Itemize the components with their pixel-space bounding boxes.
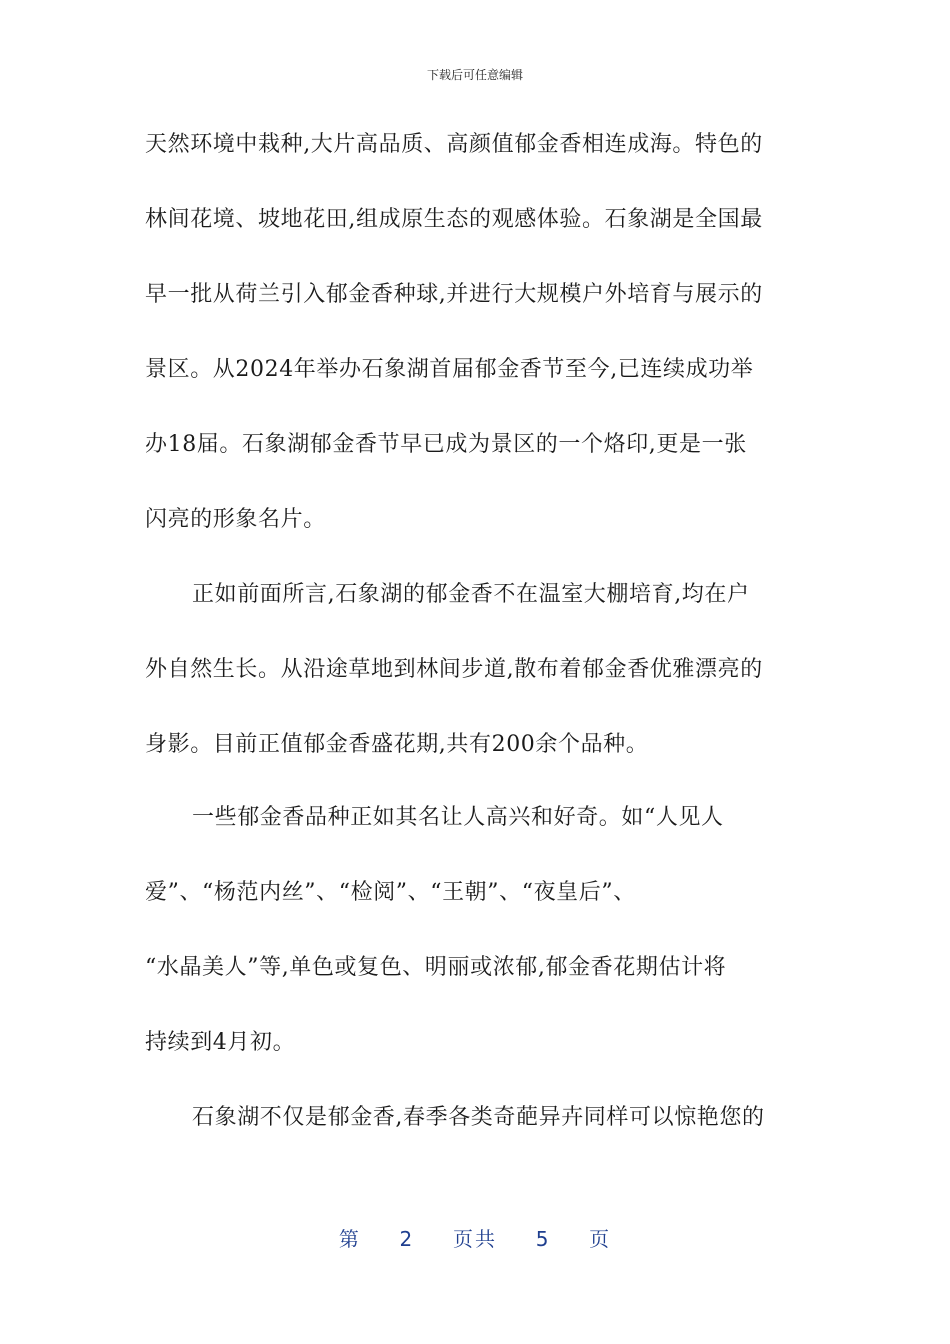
footer-ye-gong: 页共 [453, 1227, 497, 1251]
body-line: 早一批从荷兰引入郁金香种球,并进行大规模户外培育与展示的 [145, 282, 763, 307]
body-line: 持续到4月初。 [145, 1030, 296, 1055]
body-line: 林间花境、坡地花田,组成原生态的观感体验。石象湖是全国最 [145, 207, 763, 232]
body-line: 闪亮的形象名片。 [145, 507, 326, 532]
paragraph-first-line: 正如前面所言,石象湖的郁金香不在温室大棚培育,均在户 [192, 582, 750, 607]
footer-ye: 页 [589, 1227, 612, 1251]
body-line: 爱”、“杨范内丝”、“检阅”、“王朝”、“夜皇后”、 [145, 880, 636, 905]
body-line: 办18届。石象湖郁金香节早已成为景区的一个烙印,更是一张 [145, 432, 747, 457]
body-line: 天然环境中栽种,大片高品质、高颜值郁金香相连成海。特色的 [145, 132, 763, 157]
page-number-footer [0, 1226, 950, 1252]
current-page-number: 2 [399, 1227, 415, 1251]
paragraph-first-line: 一些郁金香品种正如其名让人高兴和好奇。如“人见人 [192, 805, 724, 830]
body-line: 身影。目前正值郁金香盛花期,共有200余个品种。 [145, 732, 649, 757]
body-line: 外自然生长。从沿途草地到林间步道,散布着郁金香优雅漂亮的 [145, 657, 763, 682]
page-header-note: 下载后可任意编辑 [426, 68, 523, 82]
footer-di: 第 [338, 1227, 361, 1251]
total-pages-number: 5 [535, 1227, 551, 1251]
paragraph-first-line: 石象湖不仅是郁金香,春季各类奇葩异卉同样可以惊艳您的 [192, 1105, 765, 1130]
body-line: 景区。从2024年举办石象湖首届郁金香节至今,已连续成功举 [145, 357, 754, 382]
body-line: “水晶美人”等,单色或复色、明丽或浓郁,郁金香花期估计将 [145, 955, 727, 980]
